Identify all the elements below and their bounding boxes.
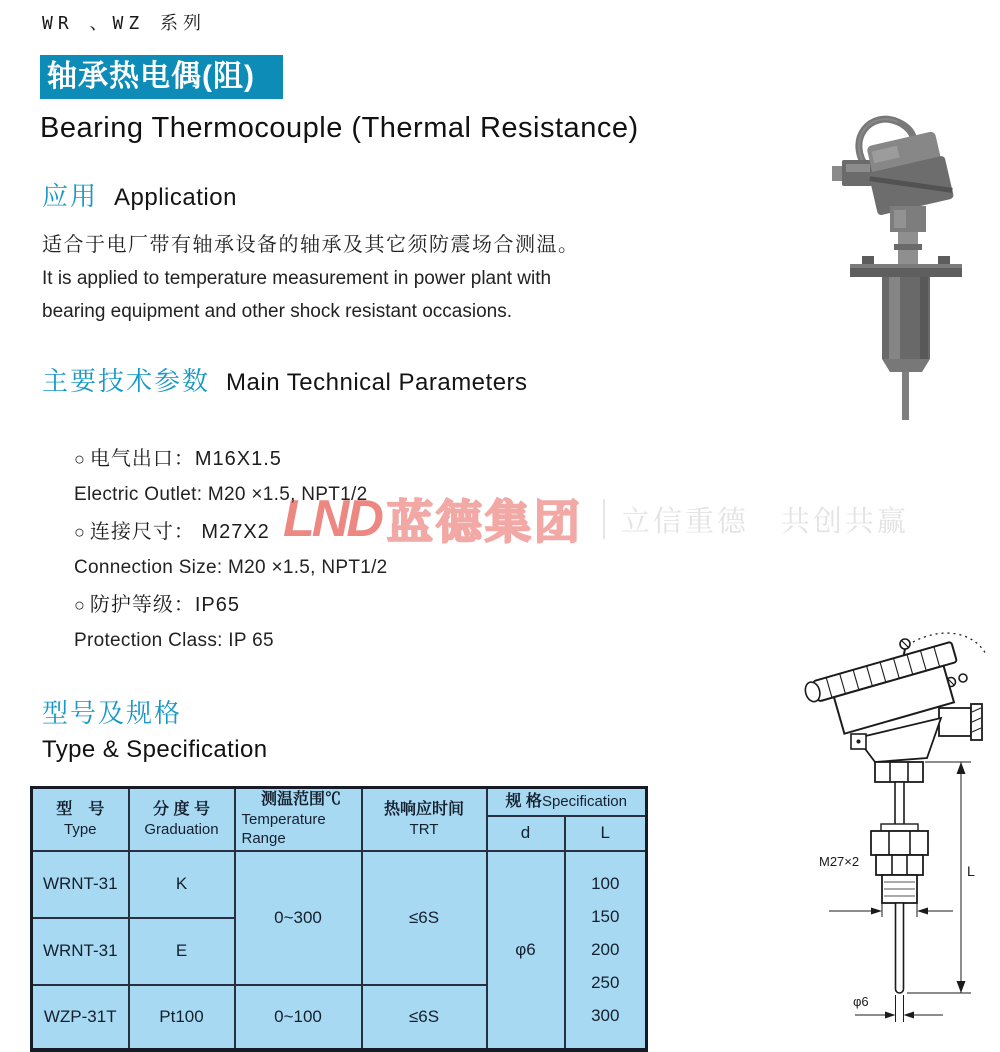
parameter-zh-text: 防护等级：IP65 — [89, 594, 241, 616]
cell-type: WRNT-31 — [32, 918, 129, 985]
parameters-list — [74, 448, 388, 667]
parameters-heading — [42, 361, 528, 398]
parameter-en: Protection Class: IP 65 — [74, 630, 274, 651]
header-type-zh: 型 号 — [56, 800, 105, 818]
header-spec-en: Specification — [541, 793, 627, 811]
header-graduation-en: Graduation — [144, 820, 219, 838]
parameters-heading-en: Main Technical Parameters — [226, 369, 528, 396]
product-title-banner — [40, 55, 283, 99]
watermark-slogan: 立信重德 共创共赢 — [620, 505, 909, 538]
parameter-zh — [74, 521, 388, 544]
parameter-en: Connection Size: M20 ×1.5, NPT1/2 — [74, 557, 388, 578]
parameter-en: Electric Outlet: M20 ×1.5, NPT1/2 — [74, 484, 368, 505]
length-option: 250 — [591, 973, 620, 993]
header-trt-zh: 热响应时间 — [383, 800, 464, 818]
dimension-drawing — [793, 620, 1000, 1045]
parameter-zh-text: 连接尺寸： M27X2 — [89, 521, 270, 543]
header-graduation — [129, 788, 235, 851]
header-specification — [487, 788, 647, 816]
cell-graduation: K — [129, 851, 235, 918]
cell-graduation: Pt100 — [129, 985, 235, 1051]
table-row — [32, 851, 647, 918]
header-d: d — [487, 816, 565, 851]
circle-bullet-icon: ○ — [74, 595, 86, 615]
application-heading — [42, 176, 237, 213]
application-text-en-2: bearing equipment and other shock resistant occasions. — [42, 301, 512, 322]
cell-trt: ≤6S — [362, 985, 487, 1051]
product-photo — [828, 104, 988, 427]
application-text — [42, 229, 580, 328]
header-trt — [362, 788, 487, 851]
parameter-zh-text: 电气出口：M16X1.5 — [89, 448, 282, 470]
header-range-en2: Range — [241, 830, 286, 848]
parameter-item — [74, 521, 388, 579]
diameter-label: φ6 — [853, 994, 869, 1009]
spec-section-heading-zh: 型号及规格 — [42, 698, 183, 728]
parameter-item — [74, 448, 388, 506]
cell-lengths-merged — [565, 851, 647, 1051]
cell-trt-merged: ≤6S — [362, 851, 487, 985]
parameters-heading-zh: 主要技术参数 — [42, 366, 211, 396]
length-option: 100 — [591, 874, 620, 894]
cell-range-merged: 0~300 — [235, 851, 362, 985]
application-heading-en: Application — [114, 184, 237, 211]
header-type — [32, 788, 129, 851]
circle-bullet-icon: ○ — [74, 449, 86, 469]
header-graduation-zh: 分 度 号 — [153, 800, 210, 818]
length-option: 150 — [591, 907, 620, 927]
lnd-logo-cn: 蓝德集团 — [386, 496, 583, 548]
parameter-item — [74, 594, 388, 652]
length-options — [566, 867, 646, 1032]
application-text-en-1: It is applied to temperature measurement in power plant with — [42, 268, 552, 289]
header-spec-zh: 规 格 — [505, 793, 542, 811]
length-label: L — [967, 863, 975, 879]
spec-table — [30, 786, 648, 1052]
header-range-zh: 测温范围℃ — [260, 791, 341, 809]
product-title-zh: 轴承热电偶(阻) — [47, 60, 255, 93]
spec-section-heading-en: Type & Specification — [42, 736, 268, 763]
header-temperature-range — [235, 788, 362, 851]
series-label: WR 、WZ 系列 — [42, 13, 207, 34]
length-option: 200 — [591, 940, 620, 960]
header-range-en1: Temperature — [241, 811, 326, 829]
application-heading-zh: 应用 — [42, 181, 99, 211]
parameter-zh — [74, 448, 388, 471]
cell-type: WZP-31T — [32, 985, 129, 1051]
application-text-zh: 适合于电厂带有轴承设备的轴承及其它须防震场合测温。 — [42, 234, 580, 256]
header-trt-en: TRT — [409, 820, 439, 838]
thread-size-label: M27×2 — [819, 854, 860, 869]
cell-range: 0~100 — [235, 985, 362, 1051]
lnd-logo: LND — [283, 490, 381, 548]
header-l: L — [565, 816, 647, 851]
watermark-divider — [603, 499, 605, 539]
page-title: Bearing Thermocouple (Thermal Resistance) — [40, 112, 639, 144]
circle-bullet-icon: ○ — [74, 522, 86, 542]
cell-diameter-merged: φ6 — [487, 851, 565, 1051]
header-type-en: Type — [63, 820, 97, 838]
cell-type: WRNT-31 — [32, 851, 129, 918]
cell-graduation: E — [129, 918, 235, 985]
parameter-zh — [74, 594, 388, 617]
length-option: 300 — [591, 1006, 620, 1026]
